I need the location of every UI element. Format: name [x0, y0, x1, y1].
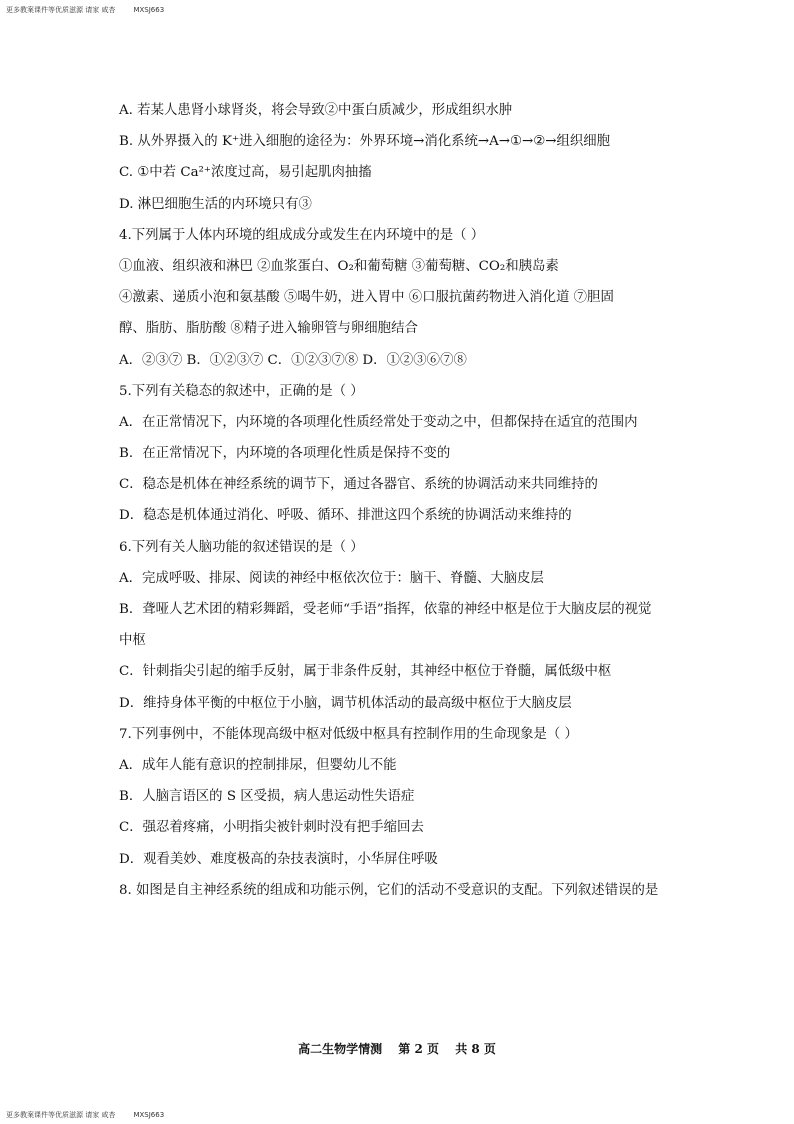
footer-page-number: 第 2 页 — [398, 1042, 439, 1056]
q6-option-d: D．维持身体平衡的中枢位于小脑，调节机体活动的最高级中枢位于大脑皮层 — [119, 695, 572, 711]
footer-subject: 高二生物学情测 — [298, 1042, 383, 1056]
page-bottom-banner — [6, 1110, 172, 1120]
q7-option-d: D．观看美妙、难度极高的杂技表演时，小华屏住呼吸 — [119, 851, 438, 867]
header-code: MXSJ663 — [133, 6, 165, 14]
q5-option-a: A．在正常情况下，内环境的各项理化性质经常处于变动之中，但都保持在适宜的范围内 — [119, 414, 638, 430]
q3-option-b: B. 从外界摄入的 K⁺进入细胞的途径为：外界环境→消化系统→A→①→②→组织细胞 — [119, 134, 611, 150]
footer-total-pages: 共 8 页 — [455, 1042, 496, 1056]
q3-option-a: A. 若某人患肾小球肾炎，将会导致②中蛋白质减少，形成组织水肿 — [119, 103, 513, 118]
q7-option-c: C．强忍着疼痛，小明指尖被针刺时没有把手缩回去 — [119, 820, 424, 836]
q4-stem: 4.下列属于人体内环境的组成成分或发生在内环境中的是（ ） — [119, 227, 485, 243]
q6-option-c: C．针刺指尖引起的缩手反射，属于非条件反射，其神经中枢位于脊髓，属低级中枢 — [119, 664, 612, 680]
q6-stem: 6.下列有关人脑功能的叙述错误的是（ ） — [119, 539, 364, 555]
q4-items-line-3: 醇、脂肪、脂肪酸 ⑧精子进入输卵管与卵细胞结合 — [119, 321, 418, 337]
q5-option-b: B．在正常情况下，内环境的各项理化性质是保持不变的 — [119, 446, 451, 462]
header-text: 更多教案课件等优质滋源 请家 咸杏 — [6, 6, 116, 14]
q5-option-d: D．稳态是机体通过消化、呼吸、循环、排泄这四个系统的协调活动来维持的 — [119, 508, 572, 524]
q7-option-a: A．成年人能有意识的控制排尿，但婴幼儿不能 — [119, 757, 397, 773]
q3-option-d: D. 淋巴细胞生活的内环境只有③ — [119, 196, 312, 212]
q4-options: A．②③⑦ B．①②③⑦ C．①②③⑦⑧ D．①②③⑥⑦⑧ — [119, 352, 467, 368]
page-footer — [0, 1040, 794, 1057]
q3-option-c: C. ①中若 Ca²⁺浓度过高，易引起肌肉抽搐 — [119, 165, 372, 181]
bottom-banner-text: 更多教案课件等优质滋源 请家 咸杏 — [6, 1111, 116, 1119]
q6-option-b-cont: 中枢 — [119, 633, 146, 649]
q4-items-line-1: ①血液、组织液和淋巴 ②血浆蛋白、O₂和葡萄糖 ③葡萄糖、CO₂和胰岛素 — [119, 258, 559, 274]
page-header — [6, 5, 172, 15]
exam-content — [119, 100, 699, 911]
q5-stem: 5.下列有关稳态的叙述中，正确的是（ ） — [119, 383, 364, 399]
q8-stem: 8. 如图是自主神经系统的组成和功能示例，它们的活动不受意识的支配。下列叙述错误的是 — [119, 882, 659, 898]
q4-items-line-2: ④激素、递质小泡和氨基酸 ⑤喝牛奶，进入胃中 ⑥口服抗菌药物进入消化道 ⑦胆固 — [119, 290, 614, 306]
q6-option-a: A．完成呼吸、排尿、阅读的神经中枢依次位于：脑干、脊髓、大脑皮层 — [119, 570, 544, 586]
q7-option-b: B．人脑言语区的 S 区受损，病人患运动性失语症 — [119, 789, 415, 805]
q5-option-c: C．稳态是机体在神经系统的调节下，通过各器官、系统的协调活动来共同维持的 — [119, 477, 598, 493]
q7-stem: 7.下列事例中，不能体现高级中枢对低级中枢具有控制作用的生命现象是（ ） — [119, 726, 578, 742]
q6-option-b: B．聋哑人艺术团的精彩舞蹈，受老师“手语”指挥，依靠的神经中枢是位于大脑皮层的视觉 — [119, 602, 652, 617]
bottom-banner-code: MXSJ663 — [133, 1111, 165, 1119]
